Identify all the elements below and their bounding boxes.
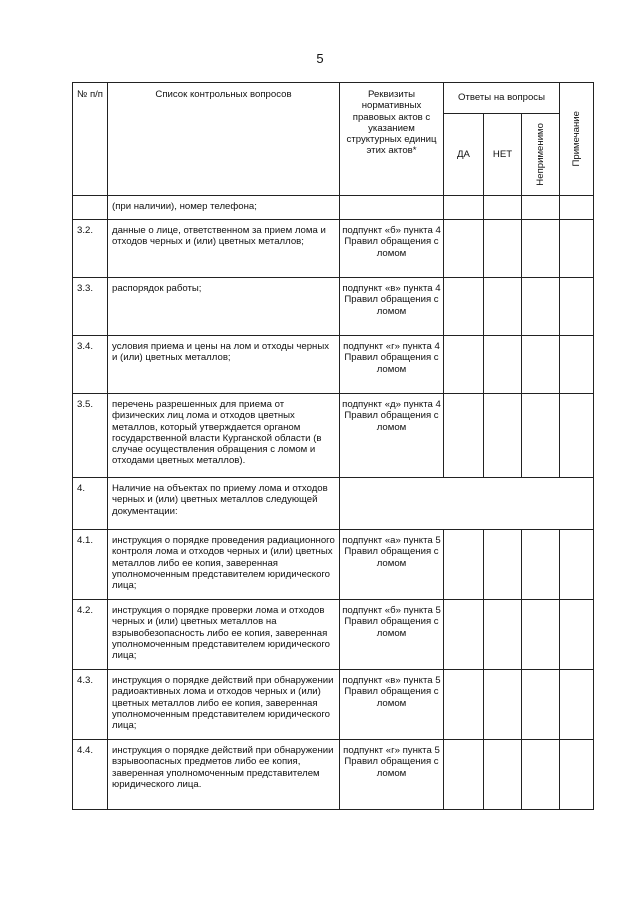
answer-no-cell — [484, 600, 522, 670]
row-question: инструкция о порядке действий при обнаружении радиоактивных лома и отходов черных и (или) цветных металлов либо ее копия, заверенная уполномоченным представителем юридического лица; — [108, 670, 340, 740]
row-number: 3.2. — [73, 220, 108, 278]
answer-no-cell — [484, 278, 522, 336]
answer-no-cell — [484, 530, 522, 600]
header-not-applicable-label: Неприменимо — [534, 123, 546, 186]
row-question: инструкция о порядке проведения радиационного контроля лома и отходов черных и (или) цветных металлов либо ее копия, заверенная уполномоченным представителем юридического лица; — [108, 530, 340, 600]
row-requisites — [340, 196, 444, 220]
header-yes: ДА — [444, 114, 484, 196]
note-cell — [560, 394, 594, 478]
row-number: 3.5. — [73, 394, 108, 478]
answer-not-applicable-cell — [522, 336, 560, 394]
note-cell — [560, 670, 594, 740]
row-number: 4. — [73, 478, 108, 530]
header-answers: Ответы на вопросы — [444, 83, 560, 114]
row-merged-cell — [340, 478, 594, 530]
answer-yes-cell — [444, 196, 484, 220]
answer-not-applicable-cell — [522, 196, 560, 220]
answer-not-applicable-cell — [522, 670, 560, 740]
row-question: инструкция о порядке действий при обнаружении взрывоопасных предметов либо ее копия, заверенная уполномоченным представителем юридического лица. — [108, 740, 340, 810]
answer-not-applicable-cell — [522, 740, 560, 810]
answer-yes-cell — [444, 600, 484, 670]
page-number: 5 — [316, 51, 324, 66]
header-note-label: Примечание — [570, 111, 582, 167]
row-requisites: подпункт «б» пункта 5 Правил обращения с ломом — [340, 600, 444, 670]
table-row — [73, 740, 594, 810]
answer-not-applicable-cell — [522, 278, 560, 336]
row-question: перечень разрешенных для приема от физических лиц лома и отходов цветных металлов, который утверждается органом государственной власти Курганской области (в случае осуществления обращения с ломом и отходами цветных металлов). — [108, 394, 340, 478]
row-requisites: подпункт «б» пункта 4 Правил обращения с ломом — [340, 220, 444, 278]
header-note — [560, 83, 594, 196]
table-row — [73, 530, 594, 600]
note-cell — [560, 220, 594, 278]
answer-yes-cell — [444, 220, 484, 278]
header-number: № п/п — [73, 83, 108, 196]
answer-no-cell — [484, 670, 522, 740]
row-number — [73, 196, 108, 220]
note-cell — [560, 530, 594, 600]
answer-no-cell — [484, 740, 522, 810]
answer-yes-cell — [444, 740, 484, 810]
answer-not-applicable-cell — [522, 220, 560, 278]
row-number: 3.3. — [73, 278, 108, 336]
table-row — [73, 220, 594, 278]
answer-not-applicable-cell — [522, 530, 560, 600]
table-row — [73, 336, 594, 394]
row-question: распорядок работы; — [108, 278, 340, 336]
table-row — [73, 670, 594, 740]
header-no-answer: НЕТ — [484, 114, 522, 196]
note-cell — [560, 278, 594, 336]
checklist-rows — [73, 196, 594, 810]
answer-yes-cell — [444, 670, 484, 740]
table-row — [73, 394, 594, 478]
note-cell — [560, 740, 594, 810]
answer-yes-cell — [444, 336, 484, 394]
answer-yes-cell — [444, 394, 484, 478]
answer-no-cell — [484, 196, 522, 220]
table-row — [73, 278, 594, 336]
header-not-applicable — [522, 114, 560, 196]
row-requisites: подпункт «в» пункта 4 Правил обращения с ломом — [340, 278, 444, 336]
checklist-table — [72, 82, 594, 810]
row-requisites: подпункт «г» пункта 5 Правил обращения с ломом — [340, 740, 444, 810]
row-requisites: подпункт «в» пункта 5 Правил обращения с ломом — [340, 670, 444, 740]
row-number: 4.3. — [73, 670, 108, 740]
answer-yes-cell — [444, 530, 484, 600]
table-row — [73, 196, 594, 220]
answer-yes-cell — [444, 278, 484, 336]
table-row — [73, 600, 594, 670]
row-question: условия приема и цены на лом и отходы черных и (или) цветных металлов; — [108, 336, 340, 394]
row-question: инструкция о порядке проверки лома и отходов черных и (или) цветных металлов на взрывобезопасность либо ее копия, заверенная уполномоченным представителем юридического лица; — [108, 600, 340, 670]
row-question: (при наличии), номер телефона; — [108, 196, 340, 220]
row-requisites: подпункт «д» пункта 4 Правил обращения с ломом — [340, 394, 444, 478]
header-requisites: Реквизиты нормативных правовых актов с указанием структурных единиц этих актов* — [340, 83, 444, 196]
row-number: 3.4. — [73, 336, 108, 394]
header-question-list: Список контрольных вопросов — [108, 83, 340, 196]
row-question: Наличие на объектах по приему лома и отходов черных и (или) цветных металлов следующей документации: — [108, 478, 340, 530]
note-cell — [560, 196, 594, 220]
answer-no-cell — [484, 336, 522, 394]
row-question: данные о лице, ответственном за прием лома и отходов черных и (или) цветных металлов; — [108, 220, 340, 278]
row-number: 4.1. — [73, 530, 108, 600]
row-requisites: подпункт «а» пункта 5 Правил обращения с ломом — [340, 530, 444, 600]
answer-not-applicable-cell — [522, 600, 560, 670]
row-number: 4.4. — [73, 740, 108, 810]
answer-not-applicable-cell — [522, 394, 560, 478]
note-cell — [560, 336, 594, 394]
table-row — [73, 478, 594, 530]
answer-no-cell — [484, 220, 522, 278]
row-number: 4.2. — [73, 600, 108, 670]
answer-no-cell — [484, 394, 522, 478]
row-requisites: подпункт «г» пункта 4 Правил обращения с ломом — [340, 336, 444, 394]
note-cell — [560, 600, 594, 670]
